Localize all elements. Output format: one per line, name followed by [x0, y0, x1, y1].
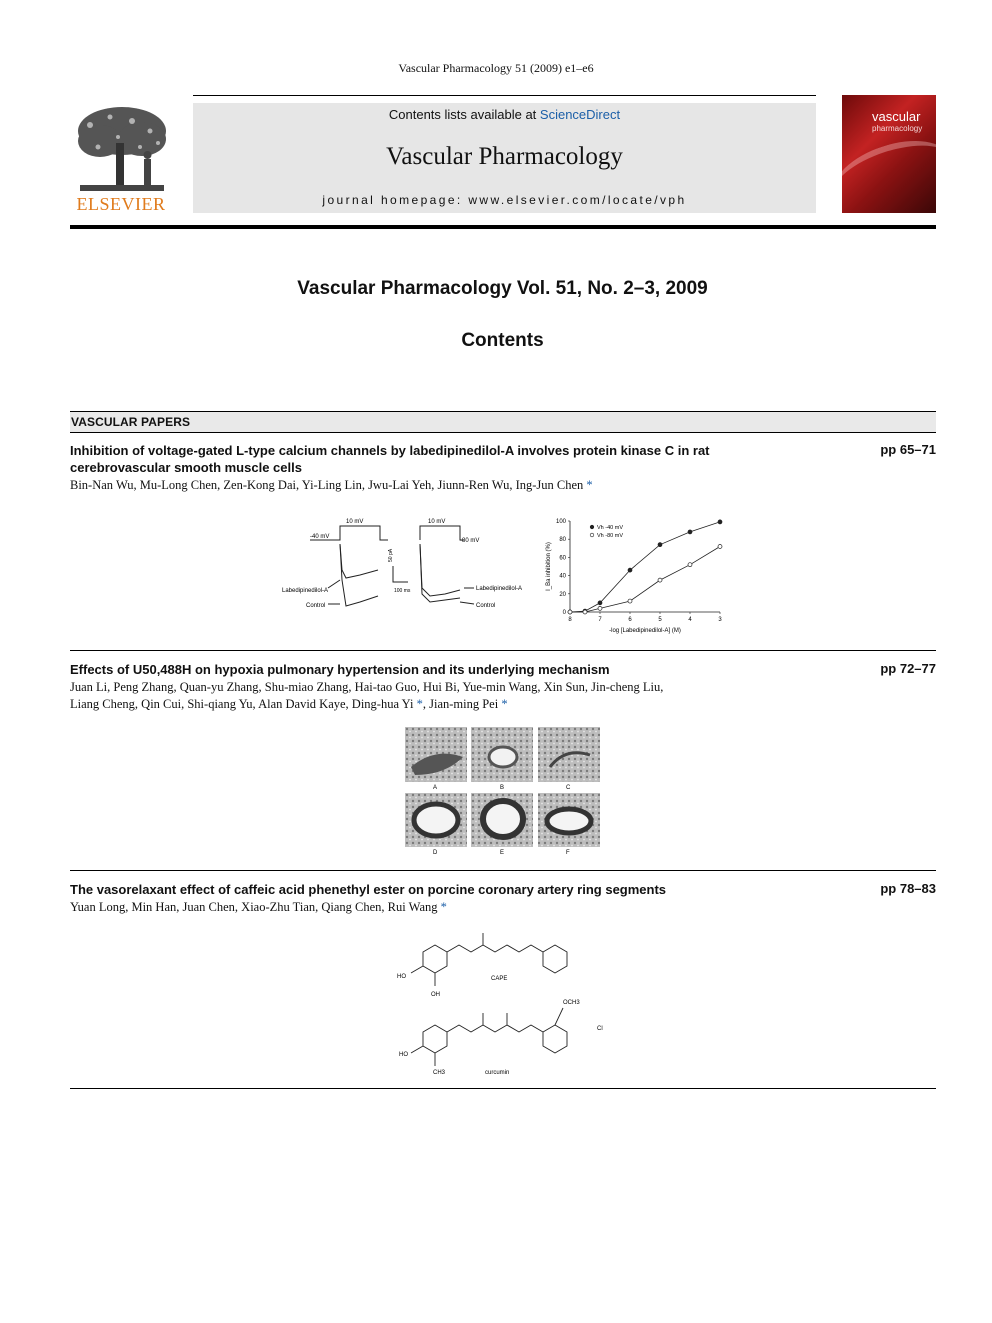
article-authors [70, 899, 936, 916]
legend-marker [590, 533, 594, 537]
article-1 [70, 442, 936, 494]
cape-oh-label: OH [431, 992, 440, 998]
y-tick-label: 20 [559, 591, 566, 598]
label-m80: -80 mV [460, 538, 480, 544]
article-authors [70, 679, 936, 713]
authors-text: Yuan Long, Min Han, Juan Chen, Xiao-Zhu Tian, Qiang Chen, Rui Wang [70, 900, 438, 914]
micrograph-panel-f [538, 793, 600, 847]
panel-label-e: E [500, 850, 505, 856]
label-line-ctrl-b [460, 602, 474, 604]
curcumin-cl-label: Cl [597, 1026, 603, 1032]
cape-structure [411, 933, 567, 986]
y-tick-label: 80 [559, 537, 566, 544]
legend-label: Vh -40 mV [597, 525, 623, 531]
dose-response-chart [546, 519, 722, 634]
data-point [598, 606, 602, 610]
article-pages: pp 78–83 [880, 881, 936, 896]
curcumin-structure [411, 1008, 567, 1066]
running-head: Vascular Pharmacology 51 (2009) e1–e6 [398, 61, 594, 75]
separator-2 [70, 870, 936, 871]
article-pages: pp 72–77 [880, 661, 936, 676]
article-3 [70, 881, 936, 916]
data-point [628, 599, 632, 603]
y-axis-label: I_Ba inhibition (%) [546, 542, 552, 591]
corresponding-author-star[interactable]: * [440, 900, 447, 914]
authors-line-2b: , Jian-ming Pei [422, 697, 499, 711]
x-tick-label: 8 [568, 617, 572, 623]
curcumin-och3-label: OCH3 [563, 1000, 580, 1006]
trace-lab-b [420, 544, 460, 596]
label-10mv-b: 10 mV [428, 519, 446, 525]
panel-label-f: F [566, 850, 570, 856]
data-point [718, 520, 722, 524]
panel-label-a: A [433, 785, 438, 791]
label-lab-b: Labedipinedilol-A [476, 586, 523, 592]
data-point [628, 568, 632, 572]
legend-label: Vh -80 mV [597, 533, 623, 539]
masthead-top-rule [193, 95, 816, 96]
x-tick-label: 3 [718, 617, 722, 623]
figure-1 [280, 510, 730, 638]
authors-line-2 [70, 696, 936, 713]
panel-label-c: C [566, 785, 571, 791]
sciencedirect-link[interactable]: ScienceDirect [539, 107, 621, 122]
article-pages: pp 65–71 [880, 442, 936, 457]
article-title[interactable]: The vasorelaxant effect of caffeic acid phenethyl ester on porcine coronary artery ring segments [70, 882, 667, 897]
data-point [718, 544, 722, 548]
legend-marker [590, 525, 594, 529]
publisher-name: ELSEVIER [76, 194, 166, 214]
x-tick-label: 5 [658, 617, 662, 623]
journal-banner [193, 103, 816, 213]
contents-heading: Contents [461, 330, 544, 351]
panel-label-b: B [500, 785, 505, 791]
section-heading: VASCULAR PAPERS [70, 411, 936, 433]
issue-title: Vascular Pharmacology Vol. 51, No. 2–3, 2009 [297, 278, 708, 299]
x-tick-label: 7 [598, 617, 602, 623]
curcumin-ho-label: HO [399, 1052, 408, 1058]
separator-3 [70, 1088, 936, 1089]
article-2 [70, 661, 936, 713]
contents-available [193, 107, 816, 122]
label-10mv-a: 10 mV [346, 519, 364, 525]
cover-swirl [842, 128, 936, 213]
micrograph-panel-c [538, 727, 600, 782]
y-tick-label: 40 [559, 573, 566, 580]
data-point [658, 543, 662, 547]
article-title[interactable]: Effects of U50,488H on hypoxia pulmonary hypertension and its underlying mechanism [70, 662, 610, 677]
tree-icon [70, 103, 172, 195]
journal-cover-image [842, 95, 936, 213]
publisher-logo[interactable] [70, 103, 172, 215]
x-tick-label: 4 [688, 617, 692, 623]
separator-1 [70, 650, 936, 651]
x-tick-label: 6 [628, 617, 632, 623]
micrograph-panel-d [405, 793, 467, 847]
micrograph-panel-a [405, 727, 467, 782]
label-ctrl-a: Control [306, 603, 326, 609]
contents-prefix: Contents lists available at [388, 107, 540, 122]
data-point [568, 610, 572, 614]
data-point [688, 563, 692, 567]
journal-title: Vascular Pharmacology [386, 143, 623, 170]
scale-bar [393, 566, 408, 582]
curcumin-ch3-label: CH3 [433, 1070, 446, 1076]
cover-subtitle: pharmacology [872, 124, 923, 133]
cape-label: CAPE [491, 976, 508, 982]
header-rule [70, 225, 936, 229]
figure-3 [395, 928, 615, 1078]
data-point [688, 530, 692, 534]
authors-line-1: Juan Li, Peng Zhang, Quan-yu Zhang, Shu-miao Zhang, Hai-tao Guo, Hui Bi, Yue-min Wang, Xin Sun, Jin-cheng Liu, [70, 680, 664, 694]
data-point [598, 601, 602, 605]
journal-homepage[interactable]: journal homepage: www.elsevier.com/locate/vph [322, 193, 687, 207]
label-scale-ms: 100 ms [394, 588, 411, 594]
masthead [70, 95, 936, 215]
label-m40: -40 mV [310, 534, 330, 540]
article-authors [70, 477, 936, 494]
cover-title: vascular [872, 109, 921, 124]
label-scale-pa: 50 pA [388, 548, 394, 562]
trace-ctrl-b [420, 544, 460, 602]
data-point [658, 578, 662, 582]
y-tick-label: 0 [562, 610, 566, 616]
authors-line-2a: Liang Cheng, Qin Cui, Shi-qiang Yu, Alan David Kaye, Ding-hua Yi [70, 697, 414, 711]
article-title[interactable]: Inhibition of voltage-gated L-type calcium channels by labedipinedilol-A involves protein kinase C in rat cerebrovascular smooth muscle cells [70, 443, 710, 475]
corresponding-author-star-1[interactable]: * [416, 697, 423, 711]
label-ctrl-b: Control [476, 603, 496, 609]
label-lab-a: Labedipinedilol-A [282, 588, 329, 594]
x-axis-label: -log [Labedipinedilol-A] (M) [609, 628, 681, 634]
figure-2 [405, 727, 601, 857]
corresponding-author-star[interactable]: * [586, 478, 593, 492]
panel-label-d: D [433, 850, 438, 856]
authors-text: Bin-Nan Wu, Mu-Long Chen, Zen-Kong Dai, Yi-Ling Lin, Jwu-Lai Yeh, Jiunn-Ren Wu, Ing-Jun Chen [70, 478, 584, 492]
corresponding-author-star-2[interactable]: * [501, 697, 508, 711]
micrograph-panel-e [471, 793, 533, 847]
voltage-protocol-b [420, 526, 464, 540]
data-point [583, 610, 587, 614]
micrograph-panel-b [471, 727, 533, 782]
y-tick-label: 100 [555, 519, 566, 525]
series-line [570, 546, 720, 612]
trace-lab-a [340, 544, 378, 578]
cape-ho-label: HO [397, 974, 406, 980]
y-tick-label: 60 [559, 555, 566, 562]
curcumin-label: curcumin [485, 1070, 510, 1076]
label-line-lab-a [328, 580, 340, 588]
